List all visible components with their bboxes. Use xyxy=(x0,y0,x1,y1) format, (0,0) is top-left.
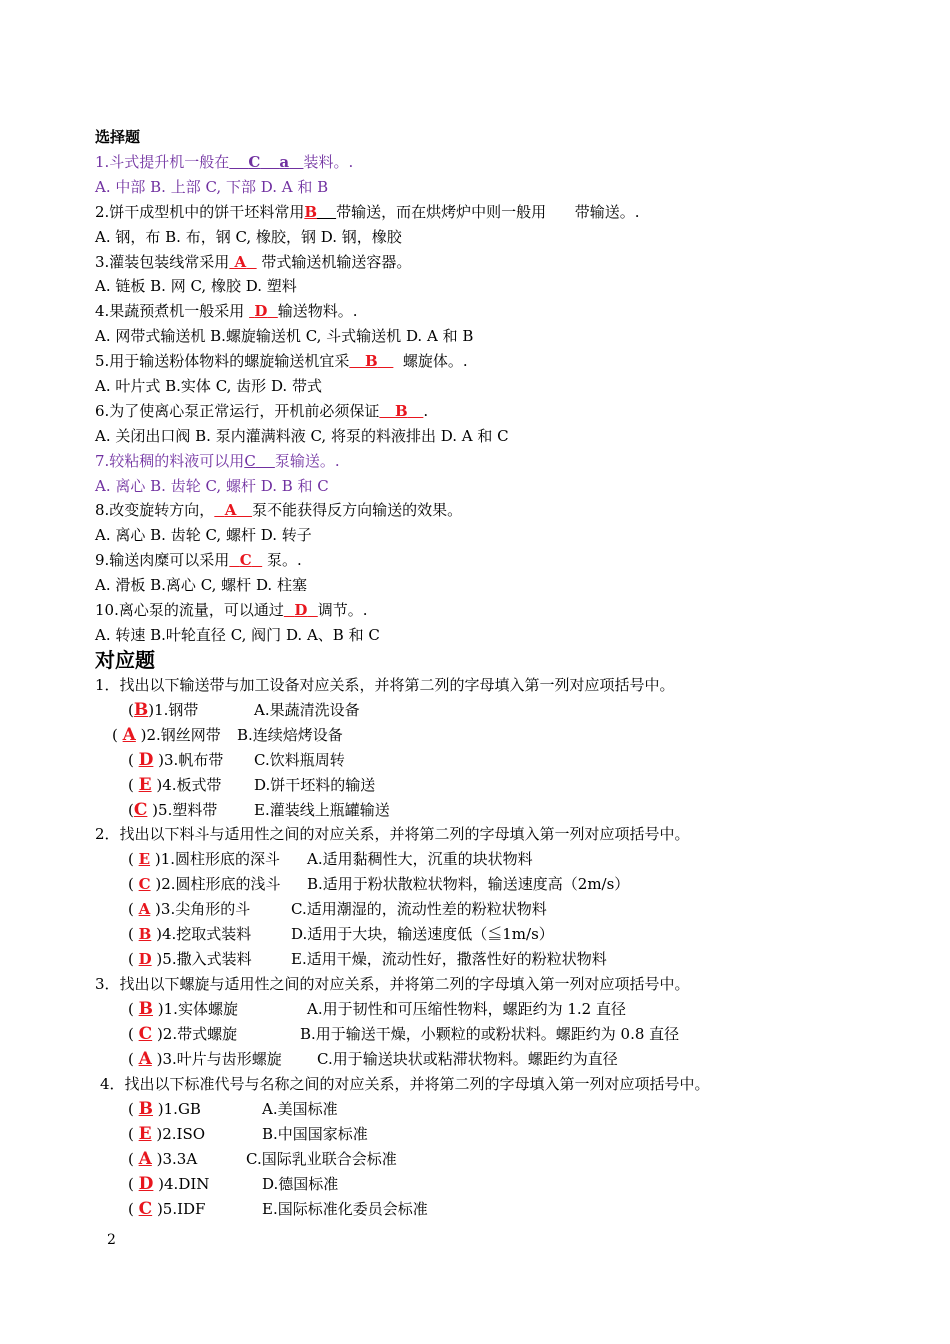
question-5-options: A. 叶片式 B.实体 C, 齿形 D. 带式 xyxy=(95,377,322,395)
matching-4-row: ( D )4.DIN xyxy=(128,1174,210,1194)
matching-2-row: ( D )5.撒入式装料 xyxy=(128,950,252,968)
matching-1-row-right: D.饼干坯料的输送 xyxy=(254,776,376,794)
question-7-options: A. 离心 B. 齿轮 C, 螺杆 D. B 和 C xyxy=(95,477,329,495)
matching-1-row: ( D )3.帆布带 xyxy=(128,750,224,770)
question-3-options: A. 链板 B. 网 C, 橡胶 D. 塑料 xyxy=(95,277,297,295)
question-9: 9.输送肉糜可以采用 C 泵。. xyxy=(95,551,302,569)
matching-2-row: ( E )1.圆柱形底的深斗 xyxy=(128,850,281,868)
matching-1-row-right: B.连续焙烤设备 xyxy=(237,726,343,744)
matching-4-row-right: B.中国国家标准 xyxy=(262,1125,368,1143)
matching-4-title: 4．找出以下标准代号与名称之间的对应关系，并将第二列的字母填入第一列对应项括号中。 xyxy=(100,1075,710,1093)
matching-1-title: 1．找出以下输送带与加工设备对应关系，并将第二列的字母填入第一列对应项括号中。 xyxy=(95,676,675,694)
matching-1-row: (B)1.钢带 xyxy=(128,700,199,720)
question-2: 2.饼干成型机中的饼干坯料常用B 带输送，而在烘烤炉中则一般用 带输送。. xyxy=(95,203,640,221)
matching-2-row: ( C )2.圆柱形底的浅斗 xyxy=(128,875,281,893)
matching-2-row-right: D.适用于大块，输送速度低（≦1m/s） xyxy=(291,925,554,943)
matching-3-row-right: C.用于输送块状或粘滞状物料。螺距约为直径 xyxy=(317,1050,618,1068)
matching-4-row-right: C.国际乳业联合会标准 xyxy=(246,1150,397,1168)
matching-2-row-right: B.适用于粉状散粒状物料，输送速度高（2m/s） xyxy=(307,875,630,893)
matching-2-row: ( A )3.尖角形的斗 xyxy=(128,900,251,918)
question-8-options: A. 离心 B. 齿轮 C, 螺杆 D. 转子 xyxy=(95,526,312,544)
question-10-options: A. 转速 B.叶轮直径 C, 阀门 D. A、B 和 C xyxy=(95,626,380,644)
matching-3-row: ( A )3.叶片与齿形螺旋 xyxy=(128,1049,282,1069)
matching-1-row: ( A )2.钢丝网带 xyxy=(112,725,221,745)
question-4: 4.果蔬预煮机一般采用 D 输送物料。. xyxy=(95,302,358,320)
matching-2-row-right: C.适用潮湿的，流动性差的粉粒状物料 xyxy=(291,900,547,918)
matching-2-row-right: A.适用黏稠性大，沉重的块状物料 xyxy=(307,850,533,868)
question-4-options: A. 网带式输送机 B.螺旋输送机 C, 斗式输送机 D. A 和 B xyxy=(95,327,474,345)
matching-3-row-right: B.用于输送干燥，小颗粒的或粉状料。螺距约为 0.8 直径 xyxy=(300,1025,680,1043)
question-2-options: A. 钢，布 B. 布，钢 C, 橡胶，钢 D. 钢，橡胶 xyxy=(95,228,402,246)
question-6: 6.为了使离心泵正常运行，开机前必须保证 B . xyxy=(95,402,429,420)
matching-1-row-right: A.果蔬清洗设备 xyxy=(254,701,360,719)
matching-1-row-right: E.灌装线上瓶罐输送 xyxy=(254,801,390,819)
question-6-options: A. 关闭出口阀 B. 泵内灌满料液 C, 将泵的料液排出 D. A 和 C xyxy=(95,427,509,445)
matching-3-row-right: A.用于韧性和可压缩性物料，螺距约为 1.2 直径 xyxy=(307,1000,626,1018)
matching-2-row: ( B )4.挖取式装料 xyxy=(128,925,252,943)
matching-4-row-right: E.国际标准化委员会标准 xyxy=(262,1200,428,1218)
matching-3-title: 3．找出以下螺旋与适用性之间的对应关系，并将第二列的字母填入第一列对应项括号中。 xyxy=(95,975,690,993)
matching-4-row-right: A.美国标准 xyxy=(262,1100,338,1118)
question-3: 3.灌装包装线常采用 A 带式输送机输送容器。 xyxy=(95,253,412,271)
matching-2-row-right: E.适用干燥，流动性好，撒落性好的粉粒状物料 xyxy=(291,950,607,968)
matching-4-row: ( E )2.ISO xyxy=(128,1124,206,1144)
matching-1-row-right: C.饮料瓶周转 xyxy=(254,751,345,769)
matching-2-title: 2．找出以下料斗与适用性之间的对应关系，并将第二列的字母填入第一列对应项括号中。 xyxy=(95,825,690,843)
question-9-options: A. 滑板 B.离心 C, 螺杆 D. 柱塞 xyxy=(95,576,307,594)
section-title-matching: 对应题 xyxy=(95,648,155,672)
question-8: 8.改变旋转方向， A 泵不能获得反方向输送的效果。 xyxy=(95,501,463,519)
matching-3-row: ( B )1.实体螺旋 xyxy=(128,999,238,1019)
matching-1-row: (C )5.塑料带 xyxy=(128,800,218,820)
matching-4-row: ( B )1.GB xyxy=(128,1099,201,1119)
section-title-choice: 选择题 xyxy=(95,128,141,146)
page-number: 2 xyxy=(107,1232,116,1248)
question-10: 10.离心泵的流量，可以通过 D 调节。. xyxy=(95,601,368,619)
matching-4-row: ( A )3.3A xyxy=(128,1149,198,1169)
matching-4-row: ( C )5.IDF xyxy=(128,1199,206,1219)
matching-3-row: ( C )2.带式螺旋 xyxy=(128,1024,238,1044)
question-5: 5.用于输送粉体物料的螺旋输送机宜采 B 螺旋体。. xyxy=(95,352,468,370)
matching-1-row: ( E )4.板式带 xyxy=(128,775,222,795)
question-7: 7.较粘稠的料液可以用C 泵输送。. xyxy=(95,452,340,470)
matching-4-row-right: D.德国标准 xyxy=(262,1175,339,1193)
question-1-options: A. 中部 B. 上部 C, 下部 D. A 和 B xyxy=(95,178,329,196)
question-1: 1.斗式提升机一般在 C a 装料。. xyxy=(95,153,354,171)
